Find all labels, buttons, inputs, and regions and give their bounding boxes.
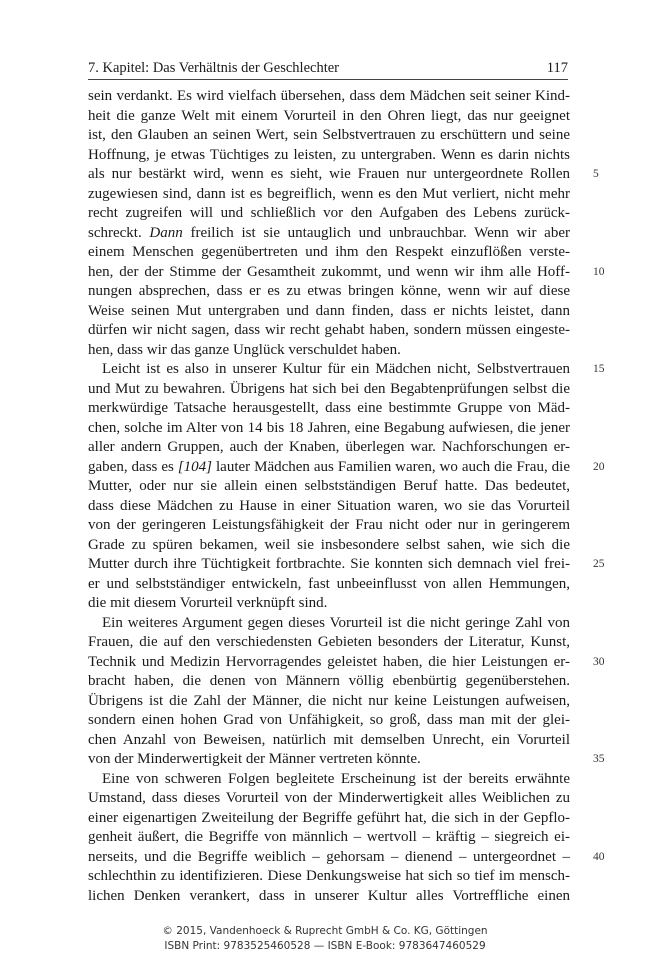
page-number: 117 (546, 60, 568, 76)
chapter-title: 7. Kapitel: Das Verhältnis der Geschlechter (88, 60, 339, 76)
text-line: lichen Denken verankert, dass in unserer Kultur alles Vortreffliche einen (88, 887, 570, 904)
text-line: und Mut zu bewahren. Übrigens hat sich bei den Begabtenprüfungen selbst die (88, 380, 570, 397)
line-number: 25 (593, 558, 605, 570)
text-line: Übrigens ist die Zahl der Männer, die nicht nur keine Leistungen aufweisen, (88, 692, 570, 709)
text-line: aller andern Gruppen, auch der Knaben, überlegen war. Nachforschungen er- (88, 439, 570, 455)
text-line: genheit äußert, die Begriffe von männlich – wertvoll – kräftig – siegreich ei- (88, 829, 570, 845)
line-number: 40 (593, 850, 605, 863)
text-line: die mit diesem Vorurteil verknüpft sind. (88, 595, 328, 611)
line-number: 30 (593, 655, 605, 668)
emphasis: Dann (149, 224, 183, 241)
line-number: 5 (593, 168, 599, 180)
text-line: sein verdankt. Es wird vielfach übersehen, dass dem Mädchen seit seiner Kind- (88, 88, 570, 104)
text-line: recht zugreifen will und schließlich vor den Aufgaben des Lebens zurück- (88, 205, 570, 221)
text-line: Frauen, die auf den verschiedensten Gebieten besonders der Literatur, Kunst, (88, 634, 570, 650)
text-line: gaben, dass es [104] lauter Mädchen aus Familien waren, wo auch die Frau, die (88, 458, 570, 475)
text-line: nerseits, und die Begriffe weiblich – gehorsam – dienend – untergeordnet – (88, 848, 570, 865)
text-line: schreckt. Dann freilich ist sie untauglich und unbrauchbar. Wenn wir aber (88, 224, 570, 241)
text-line: Mutter, oder nur sie allein einen selbstständigen Beruf hatte. Das bedeutet, (88, 478, 570, 494)
text-line: einer eigenartigen Zweiteilung der Begriffe geführt hat, die sich in der Gepflo- (88, 809, 570, 826)
text-line: zugewiesen sind, dann ist es begreiflich, wenn es den Mut verliert, nicht mehr (88, 185, 570, 202)
running-header (88, 59, 568, 80)
text-line: dass diese Mädchen zu Hause in einer Situation waren, wo sie das Vorurteil (88, 497, 570, 514)
line-number: 15 (593, 363, 605, 375)
text-line: ist, den Glauben an seinen Wert, sein Selbstvertrauen zu erschüttern und seine (88, 127, 570, 143)
text-line: nungen absprechen, dass er es zu etwas bringen könne, wenn wir auf diese (88, 283, 570, 299)
text-line: von der geringeren Leistungsfähigkeit der Frau nicht oder nur in geringerem (88, 517, 570, 533)
text-line: Eine von schweren Folgen begleitete Erscheinung ist der bereits erwähnte (102, 770, 570, 787)
text-line: bracht haben, die denen von Männern völlig ebenbürtig gegenüberstehen. (88, 673, 570, 689)
text-line: dürfen wir nicht sagen, dass wir recht gehabt haben, sondern müssen eingeste- (88, 322, 570, 338)
text-line: schlechthin zu identifizieren. Diese Denkungsweise hat sich so tief im mensch- (88, 868, 570, 884)
text-line: chen, solche im Alter von 14 bis 18 Jahren, eine Begabung aufwiesen, die jener (88, 419, 570, 436)
line-number: 10 (593, 265, 605, 278)
text-line: Ein weiteres Argument gegen dieses Vorurteil ist die nicht geringe Zahl von (102, 614, 570, 631)
text-line: heit die ganze Welt mit einem Vorurteil in den Ohren liegt, das nur geeignet (88, 107, 570, 124)
text-line: hen, dass wir das ganze Unglück verschuldet haben. (88, 341, 401, 358)
page-footer (0, 924, 650, 954)
text-line: Umstand, dass dieses Vorurteil von der Minderwertigkeit alles Weiblichen zu (88, 790, 570, 806)
text-line: von der Minderwertigkeit der Männer vertreten könnte. (88, 751, 421, 767)
text-line: Mutter durch ihre Tüchtigkeit fortbrachte. Sie konnten sich demnach viel frei- (88, 556, 570, 572)
text-line: Leicht ist es also in unserer Kultur für ein Mädchen nicht, Selbstvertrauen (102, 361, 570, 377)
text-line: einem Menschen gegenübertreten und ihm den Respekt einzuflößen verste- (88, 244, 570, 260)
text-line: als nur bestärkt wird, wenn es sieht, wie Frauen nur untergeordnete Rollen (88, 166, 570, 182)
text-line: Hoffnung, je etwas Tüchtiges zu leisten, zu untergraben. Wenn es darin nichts (88, 146, 570, 163)
line-number: 35 (593, 753, 605, 765)
isbn-notice: ISBN Print: 9783525460528 — ISBN E-Book: 9783647460529 (164, 940, 486, 952)
text-line: hen, der der Stimme der Gesamtheit zukommt, und wenn wir ihm alle Hoff- (88, 263, 570, 280)
line-number: 20 (593, 460, 605, 473)
body-text (88, 87, 570, 906)
text-line: Grade zu spüren bekamen, weil sie insbesondere selbst sahen, wie sich die (88, 536, 570, 553)
emphasis: [104] (177, 458, 213, 475)
text-line: Weise seinen Mut untergraben und dann finden, dass er nichts leistet, dann (88, 302, 570, 319)
copyright-notice: © 2015, Vandenhoeck & Ruprecht GmbH & Co. KG, Göttingen (162, 925, 488, 937)
text-line: er und selbstständiger entwickeln, fast unbeeinflusst von allen Hemmungen, (88, 575, 570, 592)
text-line: Technik und Medizin Hervorragendes geleistet haben, die hier Leistungen er- (88, 653, 570, 670)
text-line: sondern einen hohen Grad von Unfähigkeit, so groß, dass man mit der glei- (88, 712, 570, 728)
text-line: merkwürdige Tatsache herausgestellt, dass eine bestimmte Gruppe von Mäd- (88, 400, 570, 416)
text-line: chen Anzahl von Beweisen, natürlich mit demselben Unrecht, ein Vorurteil (88, 731, 570, 748)
